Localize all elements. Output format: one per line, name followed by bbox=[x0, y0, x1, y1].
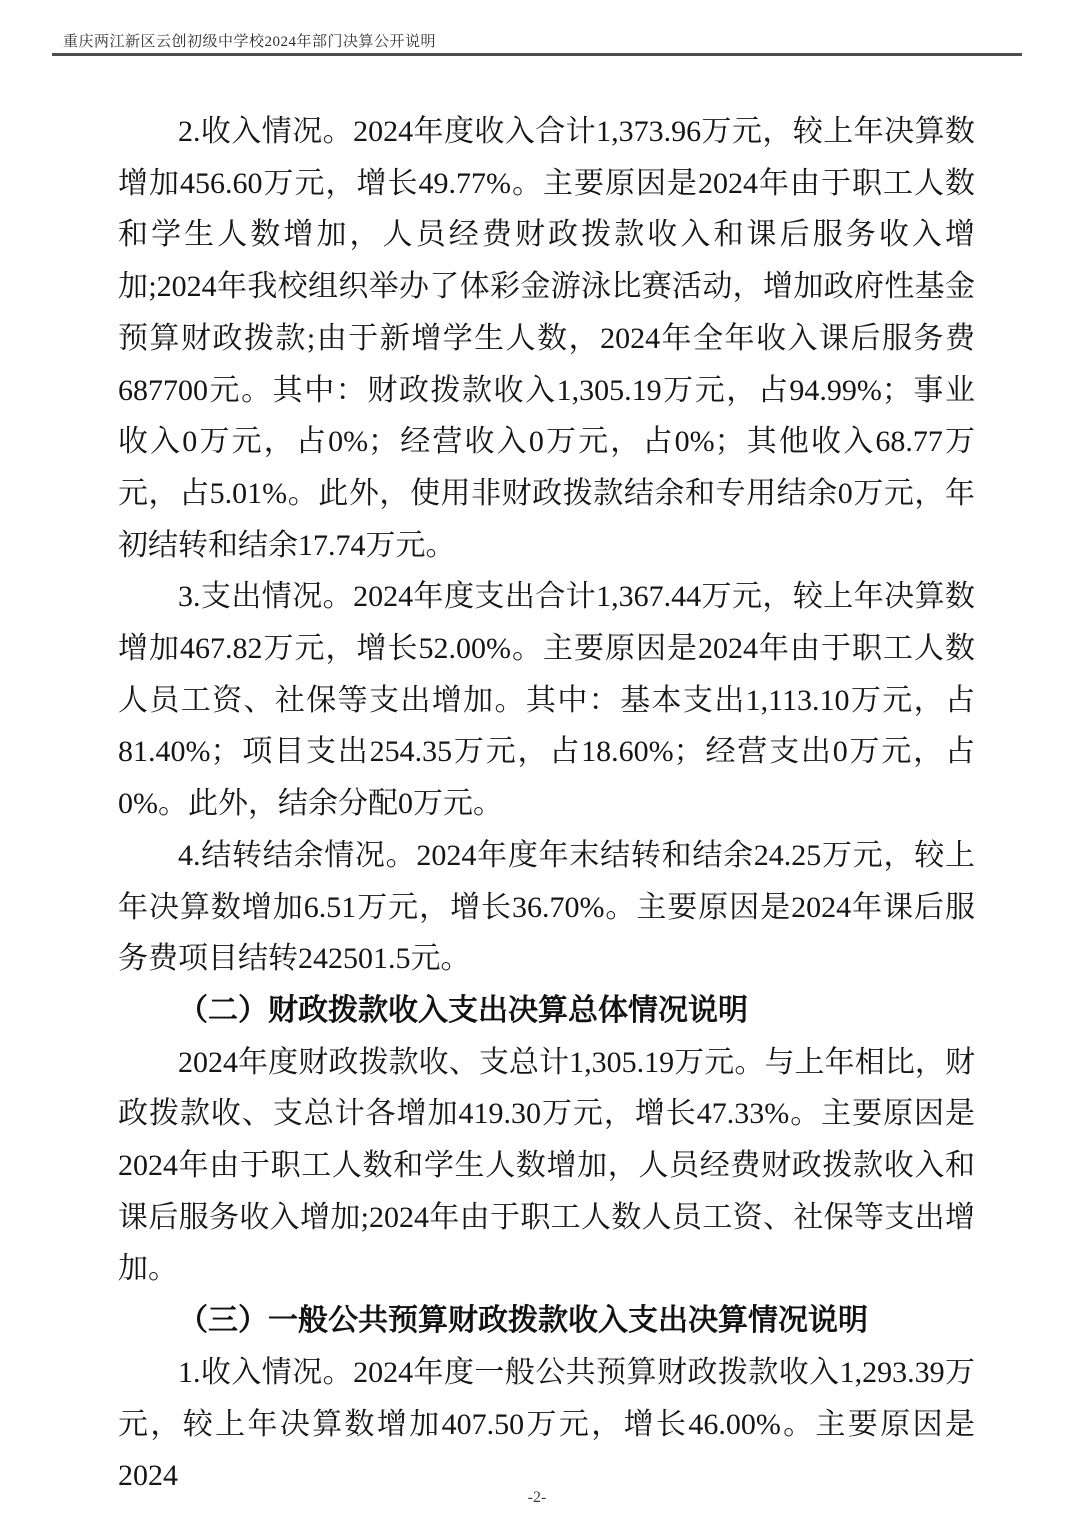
page-number: -2- bbox=[527, 1489, 547, 1506]
paragraph-expenditure-overview: 3.支出情况。2024年度支出合计1,367.44万元，较上年决算数增加467.82万元，增长52.00%。主要原因是2024年由于职工人数人员工资、社保等支出增加。其中：基本支出1,113.10万元，占81.40%；项目支出254.35万元，占18.60%；经营支出0万元，占0%。此外，结余分配0万元。 bbox=[118, 580, 975, 821]
header-divider bbox=[52, 53, 1022, 56]
paragraph-income-overview: 2.收入情况。2024年度收入合计1,373.96万元，较上年决算数增加456.60万元，增长49.77%。主要原因是2024年由于职工人数和学生人数增加，人员经费财政拨款收入和课后服务收入增加;2024年我校组织举办了体彩金游泳比赛活动，增加政府性基金预算财政拨款;由于新增学生人数，2024年全年收入课后服务费687700元。其中：财政拨款收入1,305.19万元，占94.99%；事业收入0万元，占0%；经营收入0万元，占0%；其他收入68.77万元，占5.01%。此外，使用非财政拨款结余和专用结余0万元，年初结转和结余17.74万元。 bbox=[118, 115, 975, 562]
header-title: 重庆两江新区云创初级中学校2024年部门决算公开说明 bbox=[63, 34, 437, 50]
page-footer bbox=[0, 1489, 1074, 1507]
paragraph-fiscal-appropriation-total: 2024年度财政拨款收、支总计1,305.19万元。与上年相比，财政拨款收、支总计各增加419.30万元，增长47.33%。主要原因是2024年由于职工人数和学生人数增加，人员经费财政拨款收入和课后服务收入增加;2024年由于职工人数人员工资、社保等支出增加。 bbox=[118, 1045, 975, 1286]
section-heading-general-public-budget: （三）一般公共预算财政拨款收入支出决算情况说明 bbox=[178, 1304, 868, 1338]
paragraph-carryover-balance: 4.结转结余情况。2024年度年末结转和结余24.25万元，较上年决算数增加6.51万元，增长36.70%。主要原因是2024年课后服务费项目结转242501.5元。 bbox=[118, 838, 975, 976]
paragraph-general-budget-income: 1.收入情况。2024年度一般公共预算财政拨款收入1,293.39万元，较上年决算数增加407.50万元，增长46.00%。主要原因是2024 bbox=[118, 1355, 975, 1493]
document-body bbox=[118, 106, 975, 1502]
section-heading-fiscal-appropriation: （二）财政拨款收入支出决算总体情况说明 bbox=[178, 993, 748, 1027]
